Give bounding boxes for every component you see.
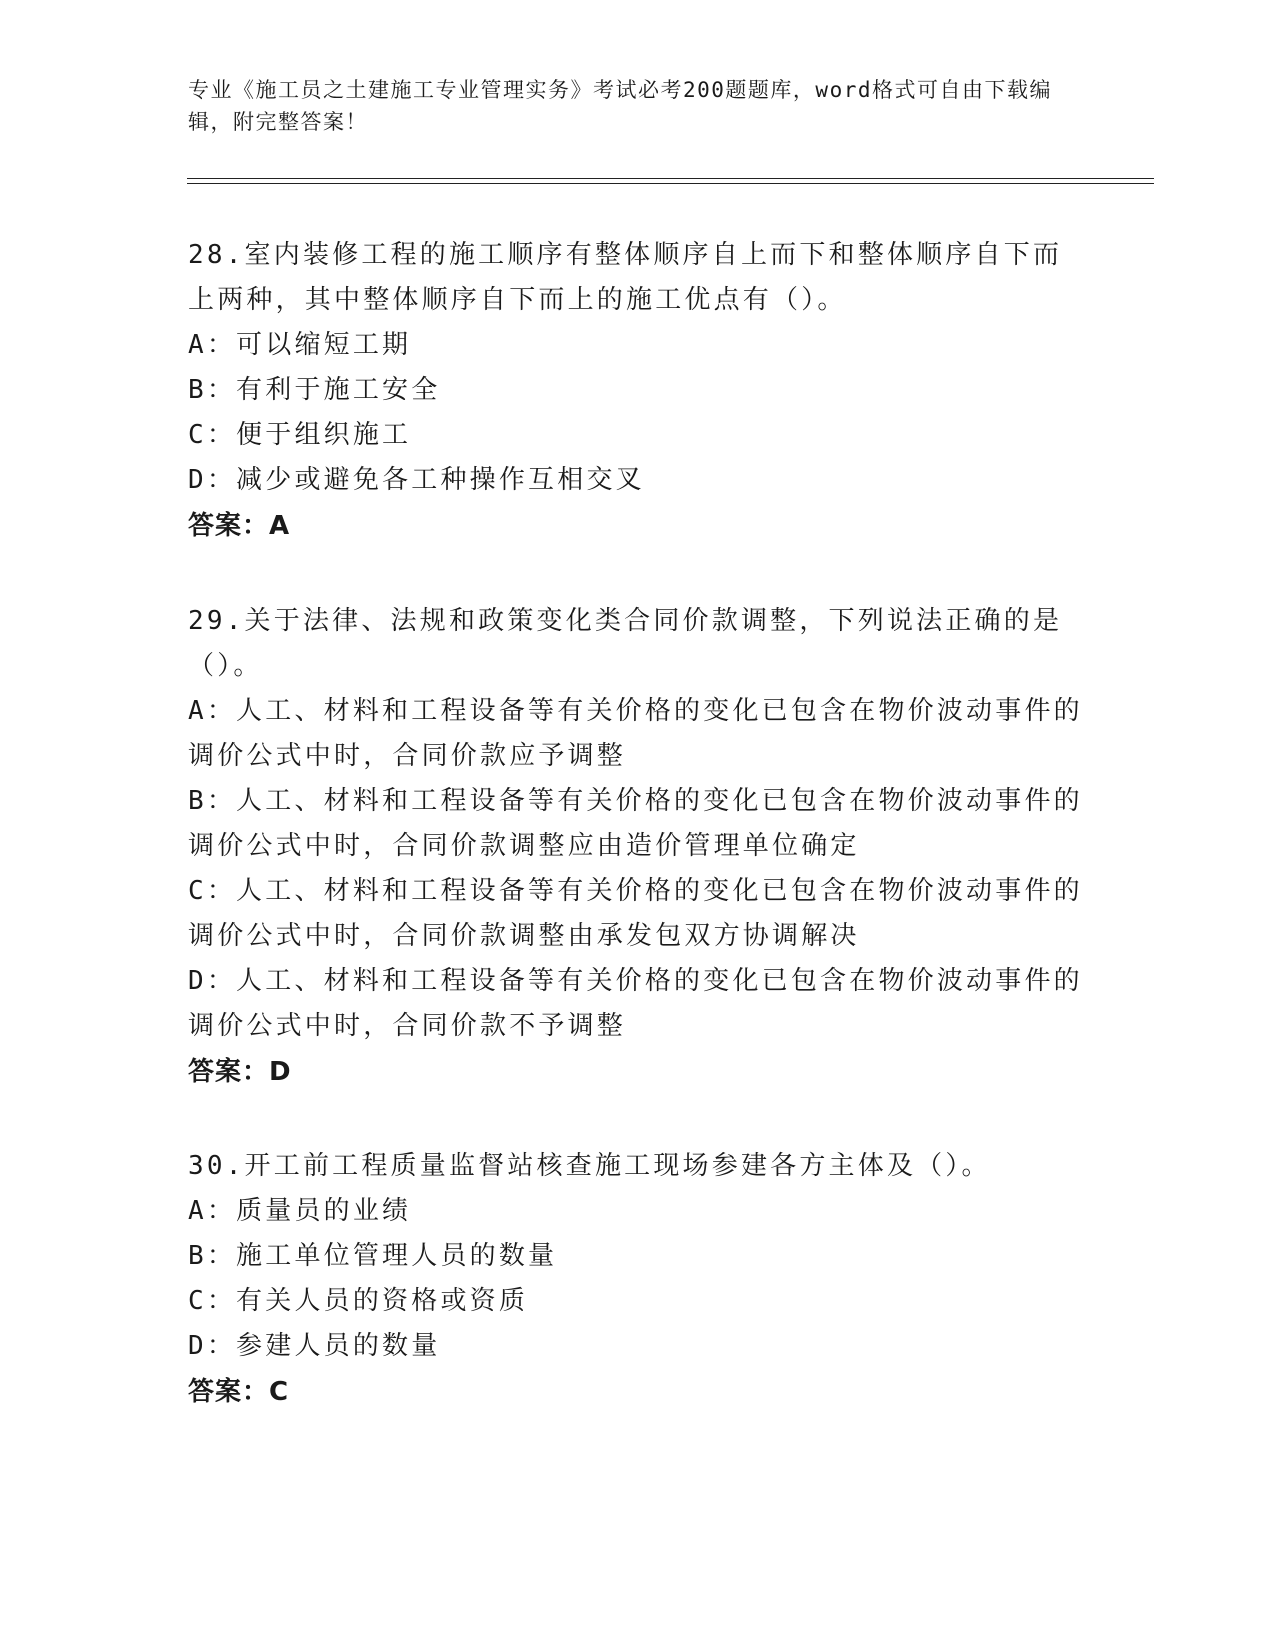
question-stem: 30.开工前工程质量监督站核查施工现场参建各方主体及（）。 xyxy=(188,1151,991,1181)
option-c: C：有关人员的资格或资质 xyxy=(188,1286,529,1316)
answer-label: 答案：D xyxy=(188,1057,292,1087)
option-b: B：施工单位管理人员的数量 xyxy=(188,1241,558,1271)
question-30 xyxy=(188,1144,1088,1415)
option-d: D：减少或避免各工种操作互相交叉 xyxy=(188,465,645,495)
answer-label: 答案：A xyxy=(188,511,291,541)
question-stem: 29.关于法律、法规和政策变化类合同价款调整，下列说法正确的是（）。 xyxy=(188,606,1063,681)
question-29 xyxy=(188,599,1088,1095)
option-d: D：人工、材料和工程设备等有关价格的变化已包含在物价波动事件的调价公式中时，合同价款不予调整 xyxy=(188,966,1083,1041)
option-c: C：人工、材料和工程设备等有关价格的变化已包含在物价波动事件的调价公式中时，合同价款调整由承发包双方协调解决 xyxy=(188,876,1083,951)
header-divider-bottom xyxy=(187,183,1154,184)
question-stem: 28.室内装修工程的施工顺序有整体顺序自上而下和整体顺序自下而上两种，其中整体顺序自下而上的施工优点有（）。 xyxy=(188,240,1063,315)
header-divider-top xyxy=(187,178,1154,179)
option-c: C：便于组织施工 xyxy=(188,420,412,450)
option-b: B：人工、材料和工程设备等有关价格的变化已包含在物价波动事件的调价公式中时，合同价款调整应由造价管理单位确定 xyxy=(188,786,1083,861)
answer-label: 答案：C xyxy=(188,1377,290,1407)
document-header: 专业《施工员之土建施工专业管理实务》考试必考200题题库，word格式可自由下载编辑，附完整答案！ xyxy=(188,78,1052,134)
option-a: A：可以缩短工期 xyxy=(188,330,412,360)
question-28 xyxy=(188,233,1088,549)
option-a: A：人工、材料和工程设备等有关价格的变化已包含在物价波动事件的调价公式中时，合同价款应予调整 xyxy=(188,696,1083,771)
option-a: A：质量员的业绩 xyxy=(188,1196,412,1226)
option-d: D：参建人员的数量 xyxy=(188,1331,441,1361)
option-b: B：有利于施工安全 xyxy=(188,375,441,405)
